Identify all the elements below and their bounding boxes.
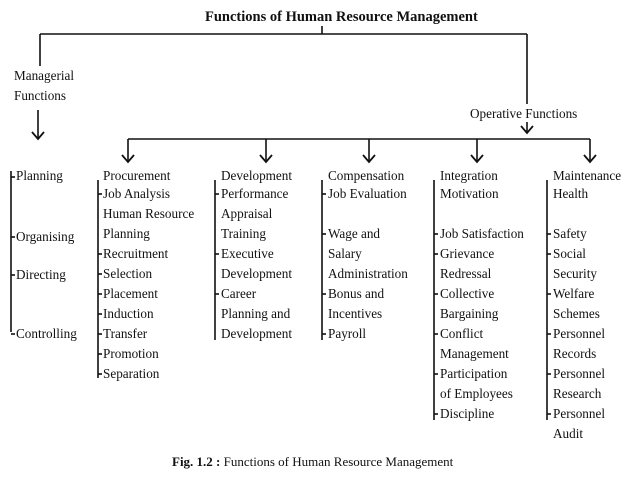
procurement-item: Induction (103, 306, 154, 321)
development-item: Performance (221, 186, 289, 201)
compensation-heading: Compensation (328, 168, 405, 183)
figure-caption-text: Functions of Human Resource Management (223, 454, 454, 469)
integration-item: Grievance (440, 246, 495, 261)
compensation-item: Salary (328, 246, 362, 261)
maintenance-item: Personnel (553, 326, 606, 341)
development-item: Executive (221, 246, 274, 261)
development-item: Training (221, 226, 266, 241)
diagram-title: Functions of Human Resource Management (205, 9, 478, 25)
maintenance-item: Research (553, 386, 602, 401)
procurement-item: Selection (103, 266, 153, 281)
integration-item: Redressal (440, 266, 492, 281)
procurement-item: Separation (103, 366, 160, 381)
maintenance-item: Records (553, 346, 597, 361)
integration-item: Motivation (440, 186, 499, 201)
compensation-item: Incentives (328, 306, 383, 321)
development-heading: Development (221, 168, 293, 183)
compensation-item: Payroll (328, 326, 367, 341)
maintenance-item: Welfare (553, 286, 595, 301)
development-item: Planning and (221, 306, 291, 321)
procurement-item: Recruitment (103, 246, 169, 261)
integration-item: Conflict (440, 326, 484, 341)
procurement-item: Job Analysis (103, 186, 171, 201)
integration-item: Job Satisfaction (440, 226, 524, 241)
managerial-functions-label-line2: Functions (14, 88, 67, 103)
compensation-item: Job Evaluation (328, 186, 407, 201)
development-item: Development (221, 326, 293, 341)
figure-caption-number: Fig. 1.2 : (172, 454, 221, 469)
integration-item: of Employees (440, 386, 513, 401)
integration-heading: Integration (440, 168, 498, 183)
procurement-heading: Procurement (103, 168, 171, 183)
managerial-item-planning: Planning (16, 168, 63, 183)
integration-item: Discipline (440, 406, 495, 421)
maintenance-heading: Maintenance (553, 168, 622, 183)
maintenance-item: Audit (553, 426, 584, 441)
managerial-functions-label-line1: Managerial (14, 68, 75, 83)
integration-item: Collective (440, 286, 495, 301)
managerial-item-directing: Directing (16, 267, 66, 282)
maintenance-item: Security (553, 266, 597, 281)
procurement-item: Planning (103, 226, 150, 241)
operative-functions-label: Operative Functions (470, 106, 578, 121)
maintenance-item: Personnel (553, 366, 606, 381)
development-item: Career (221, 286, 257, 301)
managerial-item-controlling: Controlling (16, 326, 77, 341)
development-item: Appraisal (221, 206, 273, 221)
figure-caption (172, 453, 453, 471)
integration-item: Participation (440, 366, 508, 381)
procurement-item: Human Resource (103, 206, 195, 221)
procurement-item: Placement (103, 286, 158, 301)
maintenance-item: Personnel (553, 406, 606, 421)
maintenance-item: Social (553, 246, 586, 261)
compensation-item: Wage and (328, 226, 381, 241)
compensation-item: Bonus and (328, 286, 385, 301)
integration-item: Management (440, 346, 509, 361)
maintenance-item: Schemes (553, 306, 600, 321)
maintenance-item: Safety (553, 226, 587, 241)
managerial-item-organising: Organising (16, 229, 75, 244)
compensation-item: Administration (328, 266, 408, 281)
procurement-item: Promotion (103, 346, 159, 361)
maintenance-item: Health (553, 186, 589, 201)
integration-item: Bargaining (440, 306, 499, 321)
development-item: Development (221, 266, 293, 281)
procurement-item: Transfer (103, 326, 148, 341)
